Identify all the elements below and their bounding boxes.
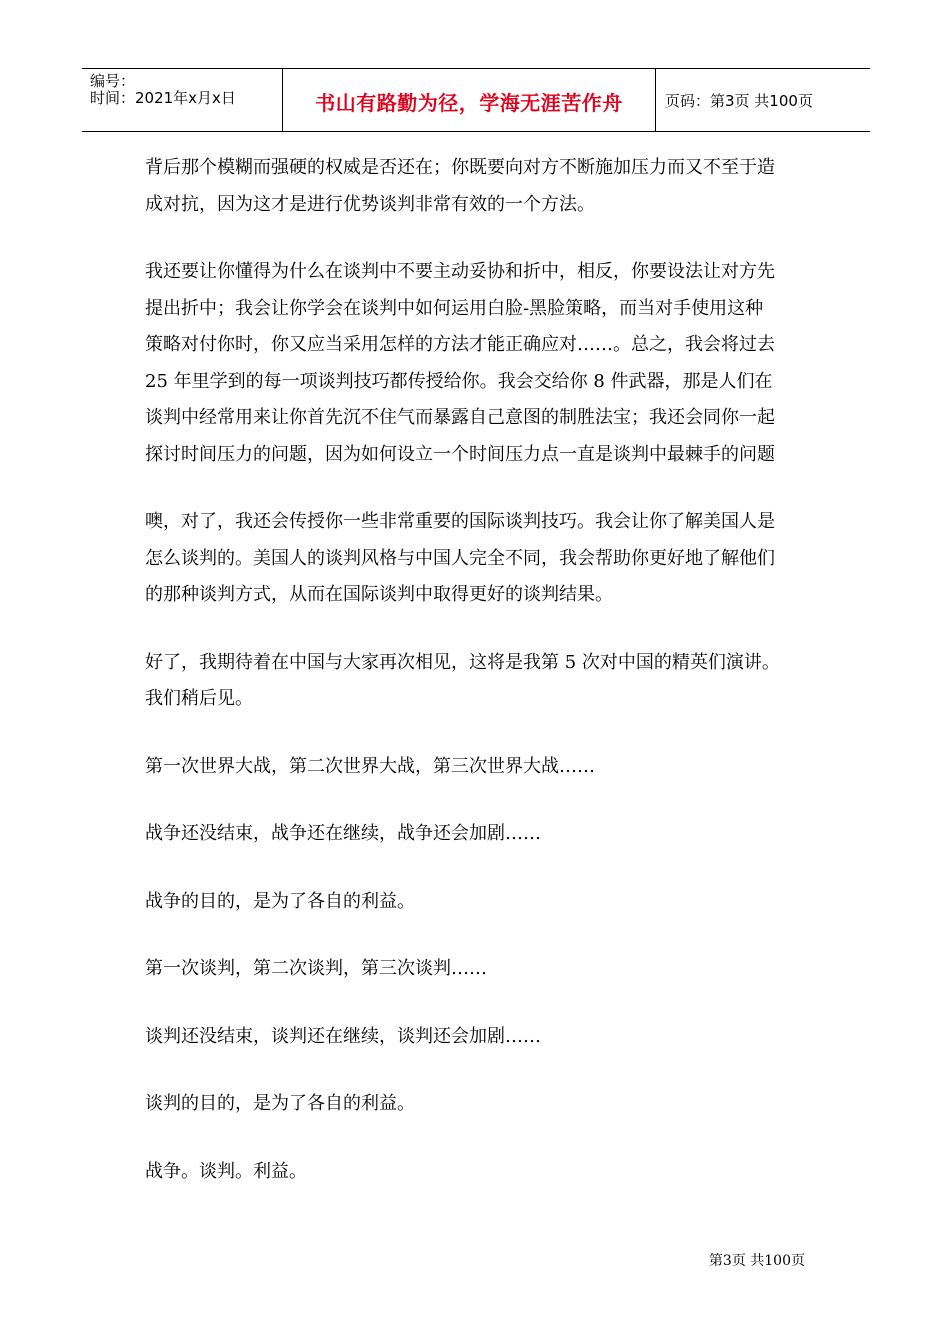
paragraph	[145, 951, 810, 988]
paragraph-line: 第一次谈判，第二次谈判，第三次谈判……	[145, 958, 487, 979]
header-motto-cell	[282, 69, 656, 131]
header-meta-cell	[82, 69, 282, 131]
paragraph-line: 战争还没结束，战争还在继续，战争还会加剧……	[145, 823, 541, 844]
header-page-cell	[655, 69, 870, 131]
date-label: 时间：2021年x月x日	[90, 89, 236, 107]
paragraph	[145, 1154, 810, 1191]
paragraph-line: 提出折中；我会让你学会在谈判中如何运用白脸-黑脸策略，而当对手使用这种	[145, 297, 764, 319]
paragraph-line: 我还要让你懂得为什么在谈判中不要主动妥协和折中，相反，你要设法让对方先	[145, 261, 775, 282]
paragraph-line: 谈判还没结束，谈判还在继续，谈判还会加剧……	[145, 1025, 541, 1047]
document-body	[145, 150, 810, 1221]
header-page-info: 页码：第3页 共100页	[665, 92, 813, 110]
paragraph	[145, 749, 810, 786]
paragraph	[145, 150, 810, 223]
paragraph-line: 我们稍后见。	[145, 688, 253, 709]
paragraph-line: 的那种谈判方式，从而在国际谈判中取得更好的谈判结果。	[145, 584, 613, 605]
paragraph-line: 成对抗，因为这才是进行优势谈判非常有效的一个方法。	[145, 193, 595, 215]
paragraph	[145, 1019, 810, 1056]
paragraph-line: 策略对付你时，你又应当采用怎样的方法才能正确应对……。总之，我会将过去	[145, 334, 775, 355]
paragraph-line: 谈判的目的，是为了各自的利益。	[145, 1093, 415, 1114]
document-header	[82, 68, 870, 132]
paragraph-line: 探讨时间压力的问题，因为如何设立一个时间压力点一直是谈判中最棘手的问题	[145, 443, 775, 465]
paragraph	[145, 816, 810, 853]
paragraph-line: 背后那个模糊而强硬的权威是否还在；你既要向对方不断施加压力而又不至于造	[145, 157, 775, 178]
paragraph-line: 噢，对了，我还会传授你一些非常重要的国际谈判技巧。我会让你了解美国人是	[145, 511, 775, 532]
footer-page-number: 第3页 共100页	[708, 1253, 805, 1269]
paragraph	[145, 645, 810, 718]
paragraph-line: 第一次世界大战，第二次世界大战，第三次世界大战……	[145, 755, 595, 777]
motto-text: 书山有路勤为径，学海无涯苦作舟	[315, 91, 623, 115]
paragraph	[145, 884, 810, 921]
paragraph-line: 战争。谈判。利益。	[145, 1160, 307, 1182]
paragraph-line: 怎么谈判的。美国人的谈判风格与中国人完全不同，我会帮助你更好地了解他们	[145, 547, 775, 569]
paragraph	[145, 254, 810, 473]
paragraph-line: 25 年里学到的每一项谈判技巧都传授给你。我会交给你 8 件武器，那是人们在	[145, 370, 773, 392]
paragraph-line: 战争的目的，是为了各自的利益。	[145, 890, 415, 912]
paragraph-line: 谈判中经常用来让你首先沉不住气而暴露自己意图的制胜法宝；我还会同你一起	[145, 407, 775, 428]
serial-number-label: 编号：	[90, 72, 136, 90]
paragraph	[145, 504, 810, 614]
paragraph-line: 好了，我期待着在中国与大家再次相见，这将是我第 5 次对中国的精英们演讲。	[145, 651, 780, 673]
paragraph	[145, 1086, 810, 1123]
